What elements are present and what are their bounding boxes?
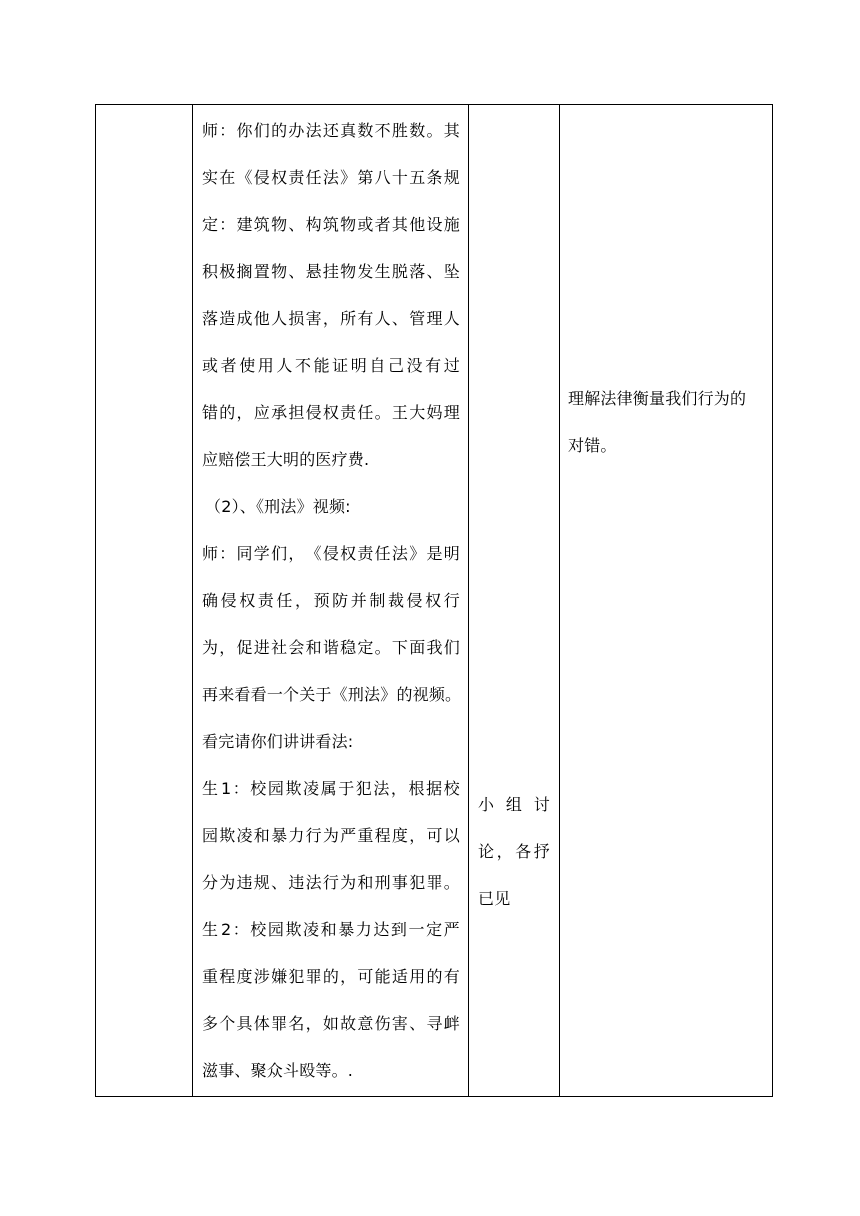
text-line: 再 来 看 看 一 个 关 于 《 刑 法 》 的 视 频 。 (202, 685, 462, 704)
text-line: 落 造 成 他 人 损 害 ， 所 有 人 、 管 理 人 (202, 309, 460, 328)
text-line: 理解法律衡量我们行为的 (568, 389, 747, 408)
text-line: 对错。 (568, 436, 617, 455)
teacher-activity-cell (193, 105, 469, 1097)
text-line: （2）、《刑法》视频: (205, 497, 351, 516)
text-line: 论 ， 各 抒 (478, 842, 550, 861)
lesson-plan-table (95, 104, 773, 1097)
student-activity-cell (469, 105, 560, 1097)
text-line: 实 在 《 侵 权 责 任 法 》 第 八 十 五 条 规 (202, 168, 460, 187)
text-line: 多 个 具 体 罪 名 ， 如 故 意 伤 害 、 寻 衅 (202, 1014, 460, 1033)
text-line: 为 ， 促 进 社 会 和 谐 稳 定 。 下 面 我 们 (202, 638, 460, 657)
text-line: 应赔偿王大明的医疗费. (202, 450, 370, 469)
text-line: 小 组 讨 (478, 795, 550, 814)
text-line: 看完请你们讲讲看法: (202, 732, 354, 751)
text-line: 或 者 使 用 人 不 能 证 明 自 己 没 有 过 (202, 356, 460, 375)
text-line: 师 ： 同 学 们 ， 《 侵 权 责 任 法 》 是 明 (202, 544, 460, 563)
table-row (96, 105, 773, 1097)
design-intent-cell (560, 105, 773, 1097)
text-line: 生 2 ： 校 园 欺 凌 和 暴 力 达 到 一 定 严 (202, 920, 460, 939)
text-line: 确 侵 权 责 任 ， 预 防 并 制 裁 侵 权 行 (202, 591, 460, 610)
text-line: 定 ： 建 筑 物 、 构 筑 物 或 者 其 他 设 施 (202, 215, 460, 234)
text-line: 师 ： 你 们 的 办 法 还 真 数 不 胜 数 。 其 (202, 121, 460, 140)
text-line: 重 程 度 涉 嫌 犯 罪 的 ， 可 能 适 用 的 有 (202, 967, 460, 986)
text-line: 滋事、聚众斗殴等。. (202, 1061, 354, 1080)
text-line: 生 1 ： 校 园 欺 凌 属 于 犯 法 ， 根 据 校 (202, 779, 460, 798)
text-line: 积 极 搁 置 物 、 悬 挂 物 发 生 脱 落 、 坠 (202, 262, 460, 281)
text-line: 已见 (478, 889, 511, 908)
text-line: 错 的 ， 应 承 担 侵 权 责 任 。 王 大 妈 理 (202, 403, 460, 422)
empty-cell (96, 105, 193, 1097)
text-line: 园 欺 凌 和 暴 力 行 为 严 重 程 度 ， 可 以 (202, 826, 460, 845)
text-line: 分 为 违 规 、 违 法 行 为 和 刑 事 犯 罪 。 (202, 873, 460, 892)
